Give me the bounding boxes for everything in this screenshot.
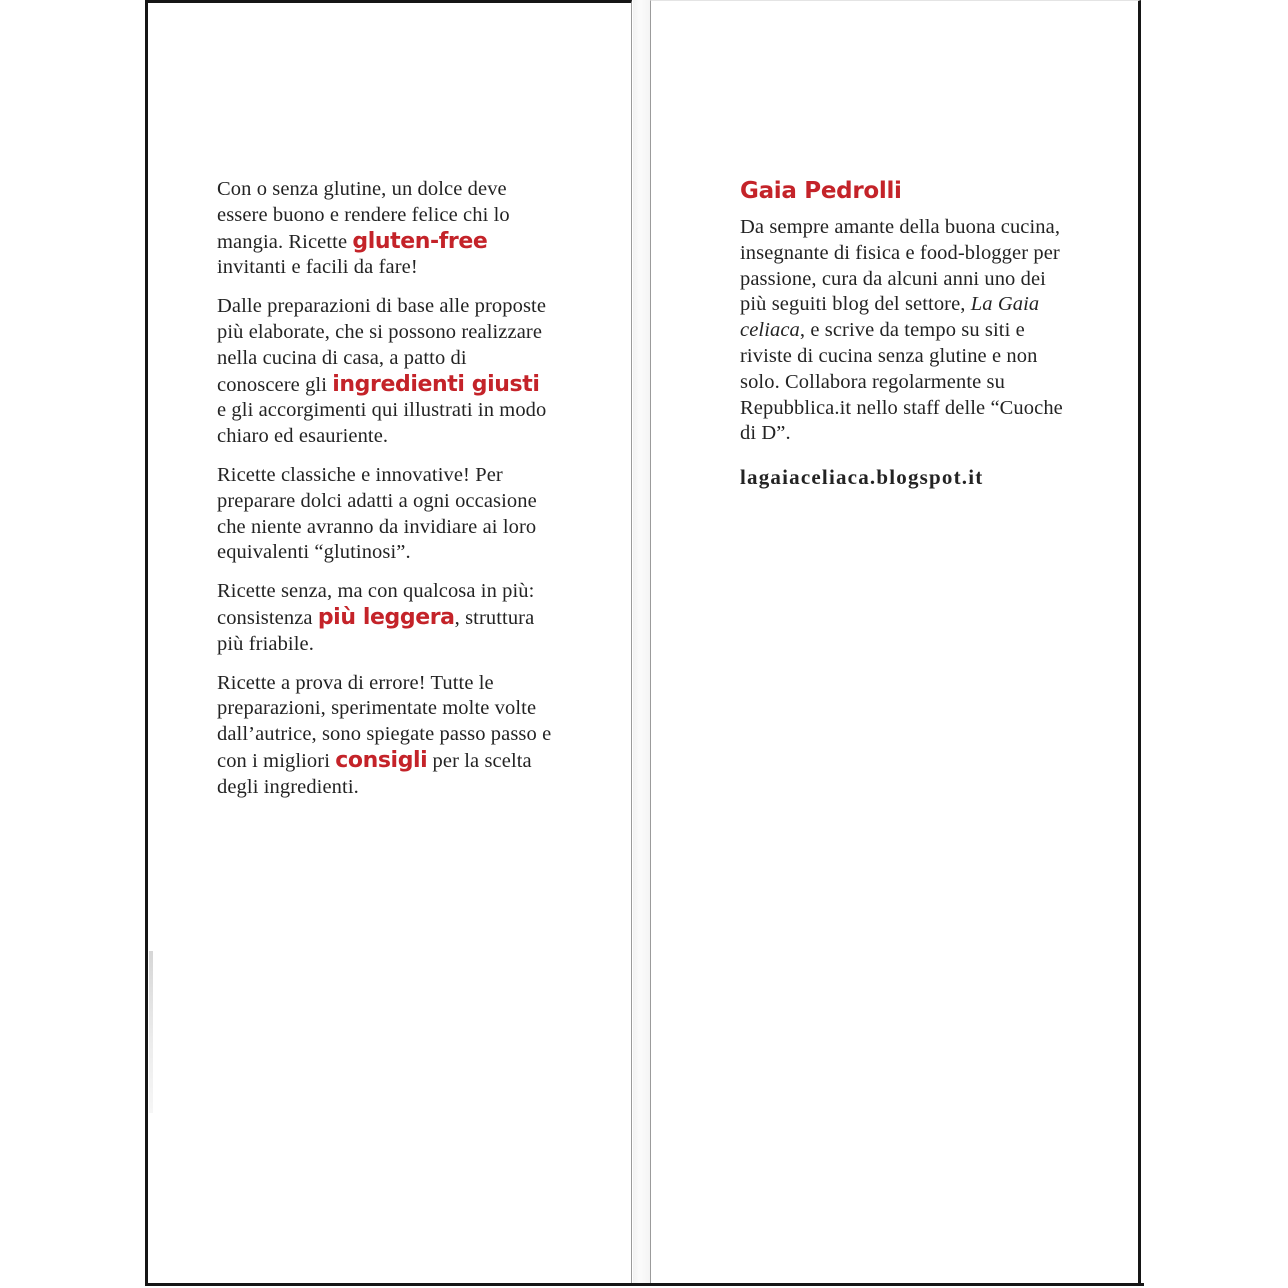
author-bio-paragraph	[740, 215, 1072, 447]
center-fold-gap	[633, 0, 650, 1284]
highlight-gluten-free: gluten-free	[352, 228, 488, 254]
highlight-ingredienti-giusti: ingredienti giusti	[332, 371, 540, 397]
scan-artifact	[149, 951, 153, 1113]
flap-paragraph-4	[217, 579, 553, 657]
author-name: Gaia Pedrolli	[740, 178, 902, 204]
bio-text: Da sempre amante della buona cucina, insegnante di fisica e food-blogger per passione, cura da alcuni anni uno dei più seguiti blog del settore,	[740, 216, 1061, 316]
left-flap-page	[145, 0, 632, 1284]
paragraph-text: Ricette senza, ma con qualcosa in più: consistenza	[217, 580, 535, 629]
paragraph-text: per la scelta degli ingredienti.	[217, 749, 532, 798]
blog-title-italic: La Gaia celiaca	[740, 293, 1040, 342]
flap-paragraph-5	[217, 671, 553, 801]
left-flap-text-block	[217, 177, 553, 814]
paragraph-text: invitanti e facili da fare!	[217, 256, 418, 279]
flap-paragraph-2	[217, 294, 553, 450]
paragraph-text: Dalle preparazioni di base alle proposte più elaborate, che si possono realizzare nella cucina di casa, a patto di conoscere gli	[217, 295, 547, 396]
bottom-edge-rule	[145, 1283, 1144, 1286]
paragraph-text: Con o senza glutine, un dolce deve essere buono e rendere felice chi lo mangia. Ricette	[217, 178, 510, 253]
flap-paragraph-1	[217, 177, 553, 281]
paragraph-text: , struttura più friabile.	[217, 606, 535, 655]
highlight-piu-leggera: più leggera	[317, 604, 455, 630]
paragraph-text: Ricette a prova di errore! Tutte le preparazioni, sperimentate molte volte dall’autrice, sono spiegate passo passo e con i migliori	[217, 671, 552, 772]
paragraph-text: e gli accorgimenti qui illustrati in modo chiaro ed esauriente.	[217, 399, 547, 448]
author-website-url: lagaiaceliaca.blogspot.it	[740, 465, 984, 490]
flap-paragraph-3	[217, 463, 553, 566]
right-flap-page	[650, 0, 1141, 1284]
right-flap-text-block	[740, 178, 1072, 491]
bio-text: , e scrive da tempo su siti e riviste di cucina senza glutine e non solo. Collabora regolarmente su Repubblica.it nello staff delle “Cuoche di D”.	[740, 319, 1063, 445]
highlight-consigli: consigli	[335, 747, 428, 773]
paragraph-text: Ricette classiche e innovative! Per preparare dolci adatti a ogni occasione che niente avranno da invidiare ai loro equivalenti “glutinosi”.	[217, 463, 537, 564]
